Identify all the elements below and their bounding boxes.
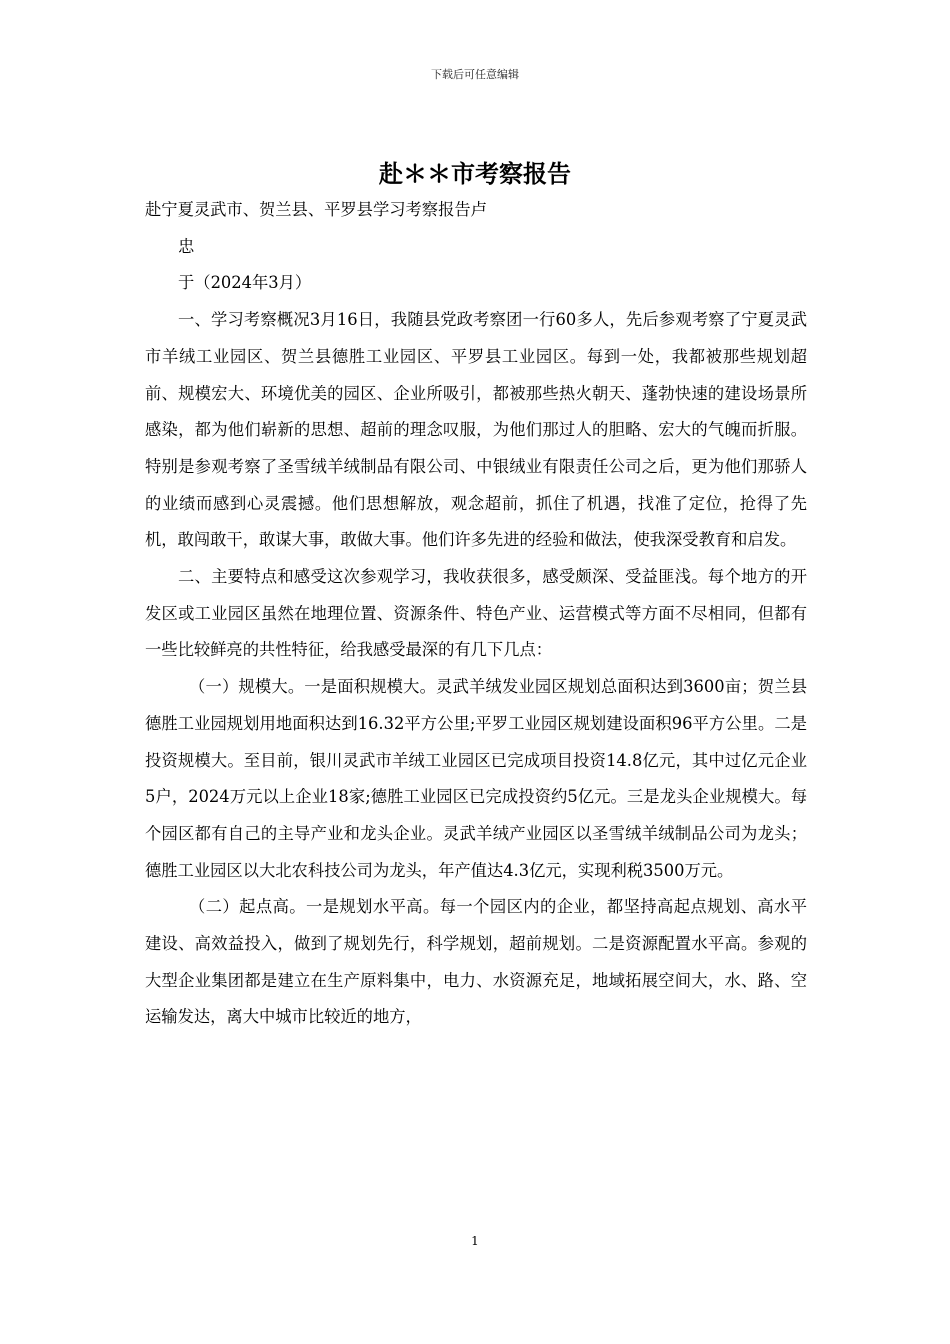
- paragraph-standard: （二）起点高。一是规划水平高。每一个园区内的企业，都坚持高起点规划、高水平建设、高效益投入，做到了规划先行，科学规划，超前规划。二是资源配置水平高。参观的大型企业集团都是建立在生产原料集中，电力、水资源充足，地域拓展空间大，水、路、空运输发达，离大中城市比较近的地方，: [145, 897, 807, 1027]
- page-header: 下载后可任意编辑: [431, 68, 519, 81]
- date-line: 于（2024年3月）: [178, 273, 312, 293]
- author-line: 忠: [178, 236, 195, 256]
- paragraph-overview: 一、学习考察概况3月16日，我随县党政考察团一行60多人，先后参观考察了宁夏灵武市羊绒工业园区、贺兰县德胜工业园区、平罗县工业园区。每到一处，我都被那些规划超前、规模宏大、环境优美的园区、企业所吸引，都被那些热火朝天、蓬勃快速的建设场景所感染，都为他们崭新的思想、超前的理念叹服，为他们那过人的胆略、宏大的气魄而折服。特别是参观考察了圣雪绒羊绒制品有限公司、中银绒业有限责任公司之后，更为他们那骄人的业绩而感到心灵震撼。他们思想解放，观念超前，抓住了机遇，找准了定位，抢得了先机，敢闯敢干，敢谋大事，敢做大事。他们许多先进的经验和做法，使我深受教育和启发。: [145, 310, 807, 550]
- subtitle-line: 赴宁夏灵武市、贺兰县、平罗县学习考察报告卢: [145, 200, 487, 219]
- document-body: [145, 192, 807, 1036]
- paragraph-features: 二、主要特点和感受这次参观学习，我收获很多，感受颇深、受益匪浅。每个地方的开发区或工业园区虽然在地理位置、资源条件、特色产业、运营模式等方面不尽相同，但都有一些比较鲜亮的共性特征，给我感受最深的有几下几点：: [145, 567, 807, 660]
- page-number: 1: [471, 1234, 479, 1248]
- document-title: 赴＊＊市考察报告: [379, 159, 571, 188]
- paragraph-scale: （一）规模大。一是面积规模大。灵武羊绒发业园区规划总面积达到3600亩；贺兰县德胜工业园规划用地面积达到16.32平方公里;平罗工业园区规划建设面积96平方公里。二是投资规模大。至目前，银川灵武市羊绒工业园区已完成项目投资14.8亿元，其中过亿元企业5户，2024万元以上企业18家;德胜工业园区已完成投资约5亿元。三是龙头企业规模大。每个园区都有自己的主导产业和龙头企业。灵武羊绒产业园区以圣雪绒羊绒制品公司为龙头；德胜工业园区以大北农科技公司为龙头，年产值达4.3亿元，实现利税3500万元。: [145, 677, 807, 880]
